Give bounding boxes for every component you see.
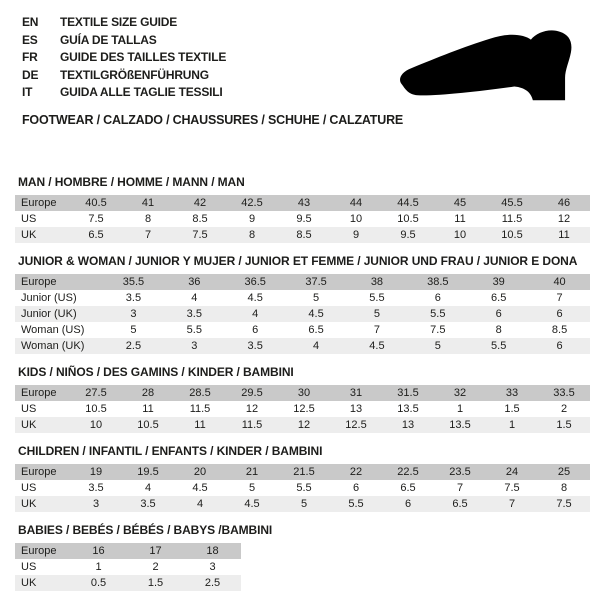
size-cell: 2.5 [204, 576, 221, 589]
size-cell: 31 [349, 386, 363, 399]
size-cell: 3 [92, 497, 100, 510]
size-table-block [15, 365, 590, 433]
size-cell: 1 [508, 418, 516, 431]
row-label: US [21, 481, 37, 494]
size-cell: 6 [434, 291, 441, 304]
size-cell: 22.5 [397, 465, 419, 478]
table-row [15, 306, 590, 322]
size-cell: 7.5 [504, 481, 520, 494]
size-table [15, 195, 590, 243]
size-cell: 5 [373, 307, 380, 320]
table-title: CHILDREN / INFANTIL / ENFANTS / KINDER / BAMBINI [18, 443, 323, 458]
size-cell: 5.5 [348, 497, 364, 510]
size-cell: 6 [495, 307, 502, 320]
row-label: Europe [21, 196, 57, 209]
size-cell: 22 [349, 465, 363, 478]
language-code: DE [22, 67, 39, 82]
table-row [15, 274, 590, 290]
size-cell: 11.5 [241, 418, 263, 431]
size-cell: 7.5 [556, 497, 572, 510]
size-cell: 8 [248, 228, 256, 241]
size-table [15, 543, 241, 591]
size-cell: 7 [508, 497, 516, 510]
size-cell: 4 [196, 497, 204, 510]
size-cell: 7.5 [192, 228, 208, 241]
row-label: Junior (US) [21, 291, 77, 304]
row-label: UK [21, 228, 37, 241]
size-cell: 1 [456, 402, 464, 415]
row-label: Junior (UK) [21, 307, 77, 320]
size-cell: 5.5 [430, 307, 446, 320]
size-cell: 32 [453, 386, 467, 399]
size-cell: 5 [248, 481, 256, 494]
size-cell: 2 [560, 402, 568, 415]
size-cell: 46 [557, 196, 571, 209]
size-cell: 6 [352, 481, 360, 494]
size-cell: 6.5 [491, 291, 507, 304]
size-cell: 4.5 [308, 307, 324, 320]
size-cell: 21.5 [293, 465, 315, 478]
table-title: BABIES / BEBÉS / BÉBÉS / BABYS /BAMBINI [18, 522, 273, 537]
size-cell: 10 [453, 228, 467, 241]
size-cell: 2.5 [125, 339, 142, 352]
size-cell: 9 [352, 228, 360, 241]
size-cell: 40 [553, 275, 566, 288]
row-label: US [21, 560, 37, 573]
size-cell: 36.5 [244, 275, 266, 288]
size-cell: 5 [434, 339, 441, 352]
size-cell: 6.5 [308, 323, 324, 336]
size-cell: 1.5 [504, 402, 520, 415]
size-cell: 5 [300, 497, 308, 510]
size-cell: 12 [245, 402, 259, 415]
row-label: Europe [21, 465, 57, 478]
size-cell: 21 [245, 465, 259, 478]
size-cell: 12.5 [345, 418, 367, 431]
size-cell: 11.5 [189, 402, 211, 415]
size-cell: 28.5 [189, 386, 211, 399]
size-cell: 42 [193, 196, 207, 209]
table-row [15, 464, 590, 480]
size-cell: 10.5 [137, 418, 159, 431]
size-cell: 38 [370, 275, 384, 288]
size-cell: 2 [152, 560, 159, 573]
size-cell: 11 [194, 418, 206, 431]
size-cell: 3.5 [247, 339, 263, 352]
size-cell: 3 [130, 307, 137, 320]
size-cell: 20 [193, 465, 207, 478]
size-cell: 11 [142, 402, 154, 415]
size-cell: 4.5 [369, 339, 385, 352]
size-cell: 7 [556, 291, 563, 304]
table-row [15, 417, 590, 433]
size-cell: 9.5 [400, 228, 416, 241]
size-cell: 5.5 [186, 323, 202, 336]
size-cell: 8 [560, 481, 568, 494]
size-cell: 3 [209, 560, 216, 573]
size-cell: 41 [141, 196, 155, 209]
size-cell: 8 [144, 212, 152, 225]
table-row [15, 543, 241, 559]
language-label: GUÍA DE TALLAS [60, 32, 157, 47]
size-cell: 7 [144, 228, 152, 241]
size-cell: 12 [297, 418, 311, 431]
language-code: EN [22, 15, 39, 29]
language-code: FR [22, 50, 38, 64]
size-cell: 7 [373, 323, 380, 336]
size-cell: 9 [248, 212, 256, 225]
size-table [15, 464, 590, 512]
size-cell: 4.5 [247, 291, 263, 304]
size-cell: 37.5 [305, 275, 327, 288]
size-cell: 6.5 [452, 497, 468, 510]
size-table-block [15, 523, 590, 591]
size-cell: 5.5 [296, 481, 312, 494]
row-label: Woman (UK) [21, 339, 85, 352]
language-label: TEXTILE SIZE GUIDE [60, 15, 178, 29]
row-label: US [21, 402, 37, 415]
row-label: US [21, 212, 37, 225]
size-cell: 1.5 [147, 576, 164, 589]
table-row [15, 338, 590, 354]
size-cell: 44 [349, 196, 363, 209]
size-cell: 10.5 [501, 228, 523, 241]
size-cell: 6 [556, 339, 563, 352]
size-cell: 38.5 [427, 275, 449, 288]
size-cell: 29.5 [241, 386, 263, 399]
size-cell: 39 [492, 275, 505, 288]
size-cell: 10 [89, 418, 103, 431]
size-cell: 19 [89, 465, 103, 478]
table-row [15, 385, 590, 401]
table-title: JUNIOR & WOMAN / JUNIOR Y MUJER / JUNIOR ET FEMME / JUNIOR UND FRAU / JUNIOR E DONA [18, 253, 578, 268]
category-line: FOOTWEAR / CALZADO / CHAUSSURES / SCHUHE / CALZATURE [22, 112, 404, 127]
size-cell: 3.5 [125, 291, 142, 304]
size-cell: 8.5 [296, 228, 312, 241]
size-cell: 43 [297, 196, 311, 209]
size-table-block [15, 175, 590, 243]
table-row [15, 496, 590, 512]
size-cell: 45.5 [501, 196, 523, 209]
language-label: GUIDA ALLE TAGLIE TESSILI [60, 85, 223, 99]
size-cell: 44.5 [397, 196, 419, 209]
size-cell: 7 [456, 481, 464, 494]
size-table [15, 274, 590, 354]
size-cell: 8.5 [551, 323, 568, 336]
size-cell: 4 [313, 339, 320, 352]
size-cell: 16 [92, 544, 105, 557]
size-cell: 3.5 [186, 307, 202, 320]
size-table [15, 385, 590, 433]
size-cell: 8 [495, 323, 502, 336]
shoe-icon [388, 26, 584, 108]
size-cell: 6 [404, 497, 412, 510]
size-cell: 5.5 [491, 339, 507, 352]
size-cell: 0.5 [90, 576, 107, 589]
table-row [15, 480, 590, 496]
table-row [15, 559, 241, 575]
size-cell: 11 [558, 228, 570, 241]
size-cell: 4.5 [192, 481, 208, 494]
size-cell: 12.5 [293, 402, 315, 415]
table-row [15, 227, 590, 243]
table-row [15, 322, 590, 338]
size-cell: 24 [505, 465, 519, 478]
size-cell: 6.5 [88, 228, 104, 241]
size-cell: 3.5 [88, 481, 104, 494]
language-label: TEXTILGRÖßENFÜHRUNG [60, 67, 209, 82]
size-cell: 11.5 [501, 212, 523, 225]
size-cell: 4 [252, 307, 259, 320]
language-code: ES [22, 32, 38, 47]
size-cell: 42.5 [241, 196, 263, 209]
language-label: GUIDE DES TAILLES TEXTILE [60, 50, 227, 64]
size-cell: 30 [297, 386, 311, 399]
size-cell: 13 [349, 402, 363, 415]
size-cell: 27.5 [85, 386, 107, 399]
size-cell: 6 [556, 307, 563, 320]
size-cell: 10.5 [397, 212, 419, 225]
row-label: Europe [21, 275, 57, 288]
size-cell: 3.5 [140, 497, 156, 510]
row-label: Europe [21, 386, 57, 399]
size-cell: 33.5 [553, 386, 575, 399]
size-cell: 11 [454, 212, 466, 225]
size-cell: 10 [349, 212, 363, 225]
size-cell: 40.5 [85, 196, 107, 209]
size-cell: 19.5 [137, 465, 159, 478]
row-label: UK [21, 497, 37, 510]
size-cell: 4 [144, 481, 152, 494]
size-cell: 4.5 [244, 497, 260, 510]
row-label: Europe [21, 544, 57, 557]
size-cell: 45 [453, 196, 467, 209]
size-cell: 3 [191, 339, 198, 352]
table-title: KIDS / NIÑOS / DES GAMINS / KINDER / BAMBINI [18, 364, 294, 379]
size-cell: 17 [149, 544, 162, 557]
size-cell: 33 [505, 386, 519, 399]
tables-container [15, 175, 590, 591]
size-cell: 23.5 [449, 465, 471, 478]
size-cell: 7.5 [430, 323, 446, 336]
size-cell: 13.5 [449, 418, 471, 431]
table-row [15, 211, 590, 227]
size-cell: 6.5 [400, 481, 416, 494]
row-label: Woman (US) [21, 323, 85, 336]
size-cell: 6 [252, 323, 259, 336]
table-row [15, 401, 590, 417]
row-label: UK [21, 576, 37, 589]
size-cell: 8.5 [192, 212, 208, 225]
size-cell: 7.5 [88, 212, 104, 225]
size-cell: 28 [141, 386, 155, 399]
size-table-block [15, 254, 590, 354]
row-label: UK [21, 418, 37, 431]
size-cell: 31.5 [397, 386, 419, 399]
size-cell: 35.5 [122, 275, 145, 288]
size-cell: 10.5 [85, 402, 107, 415]
size-cell: 5 [313, 291, 320, 304]
size-cell: 36 [188, 275, 201, 288]
size-cell: 1.5 [556, 418, 572, 431]
language-code: IT [22, 85, 33, 99]
table-title: MAN / HOMBRE / HOMME / MANN / MAN [18, 174, 245, 189]
size-cell: 4 [191, 291, 198, 304]
size-cell: 5 [130, 323, 137, 336]
table-row [15, 290, 590, 306]
size-cell: 13 [401, 418, 415, 431]
table-row [15, 195, 590, 211]
size-cell: 1 [95, 560, 102, 573]
size-cell: 9.5 [296, 212, 312, 225]
size-cell: 25 [557, 465, 571, 478]
size-cell: 12 [557, 212, 571, 225]
size-cell: 18 [206, 544, 219, 557]
size-table-block [15, 444, 590, 512]
size-cell: 5.5 [369, 291, 385, 304]
size-cell: 13.5 [397, 402, 419, 415]
table-row [15, 575, 241, 591]
